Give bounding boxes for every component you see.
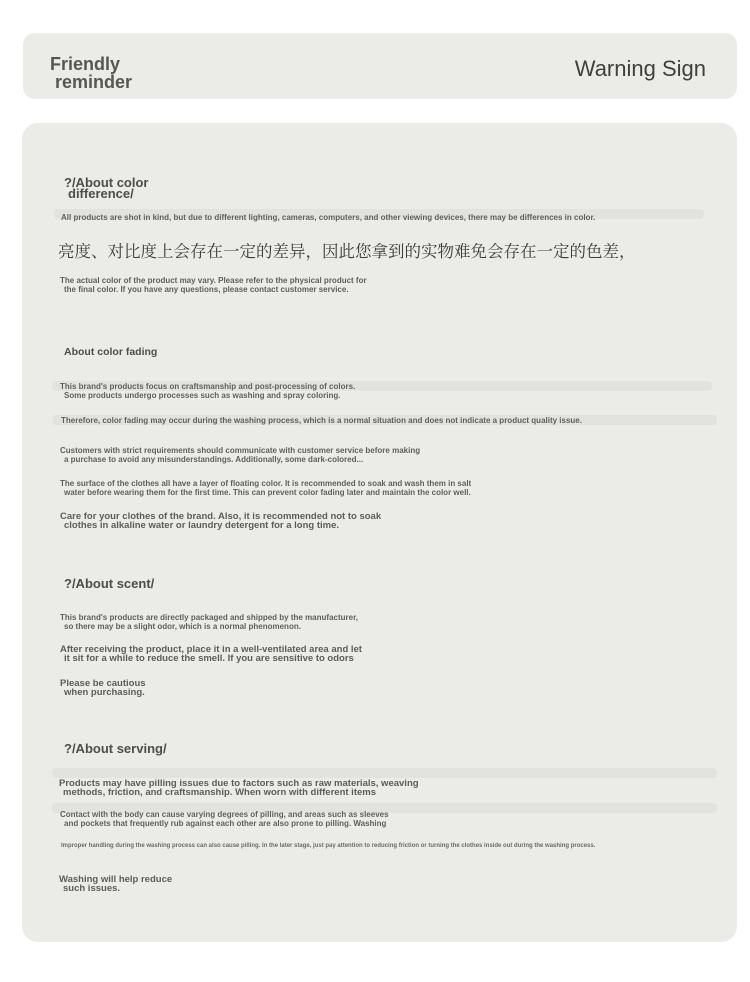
header-card <box>23 33 737 99</box>
notice-card <box>22 123 737 942</box>
serving-p2: Contact with the body can cause varying degrees of pilling, and areas such as sleeves and pockets that frequently rub against each other are also prone to pilling. Washing <box>60 810 389 828</box>
scent-p1: This brand's products are directly packaged and shipped by the manufacturer, so there may be a slight odor, which is a normal phenomenon. <box>60 613 358 631</box>
color-fading-p3: Customers with strict requirements should communicate with customer service before making a purchase to avoid any misunderstandings. Additionally, some dark-colored... <box>60 446 421 464</box>
color-difference-p1: All products are shot in kind, but due to different lighting, cameras, computers, and other viewing devices, there may be differences in color. <box>61 213 596 222</box>
color-fading-p5: Care for your clothes of the brand. Also, it is recommended not to soak clothes in alkaline water or laundry detergent for a long time. <box>60 511 382 531</box>
color-fading-p4: The surface of the clothes all have a layer of floating color. It is recommended to soak and wash them in salt water before wearing them for the first time. This can prevent color fading later and maintain the color well. <box>60 479 472 497</box>
serving-p4: Washing will help reduce such issues. <box>59 874 173 894</box>
color-fading-heading: About color fading <box>64 346 158 358</box>
color-fading-p1: This brand's products focus on craftsmanship and post-processing of colors. Some products undergo processes such as washing and spray coloring. <box>60 382 356 400</box>
serving-p1: Products may have pilling issues due to factors such as raw materials, weaving methods, friction, and craftsmanship. When worn with different items <box>59 778 419 798</box>
scent-heading: ?/About scent/ <box>64 576 155 591</box>
color-fading-p2: Therefore, color fading may occur during the washing process, which is a normal situation and does not indicate a product quality issue. <box>61 416 582 425</box>
color-difference-cn: 亮度、对比度上会存在一定的差异，因此您拿到的实物难免会存在一定的色差， <box>58 242 636 261</box>
header-title <box>50 55 132 91</box>
header-title-line1: Friendly <box>50 54 121 74</box>
warning-sign-title: Warning Sign <box>574 56 706 81</box>
header-title-line2: reminder <box>55 72 133 92</box>
scent-p2: After receiving the product, place it in a well-ventilated area and let it sit for a while to reduce the smell. If you are sensitive to odors <box>60 644 362 664</box>
color-difference-heading: ?/About color difference/ <box>64 175 149 201</box>
serving-heading: ?/About serving/ <box>64 741 167 756</box>
scent-p3: Please be cautious when purchasing. <box>60 678 146 698</box>
color-difference-p2: The actual color of the product may vary. Please refer to the physical product for the final color. If you have any questions, please contact customer service. <box>60 276 367 294</box>
serving-p3: Improper handling during the washing process can also cause pilling. In the later stage, just pay attention to reducing friction or turning the clothes inside out during the washing process. <box>61 843 596 849</box>
text-shadow-block <box>52 768 717 778</box>
